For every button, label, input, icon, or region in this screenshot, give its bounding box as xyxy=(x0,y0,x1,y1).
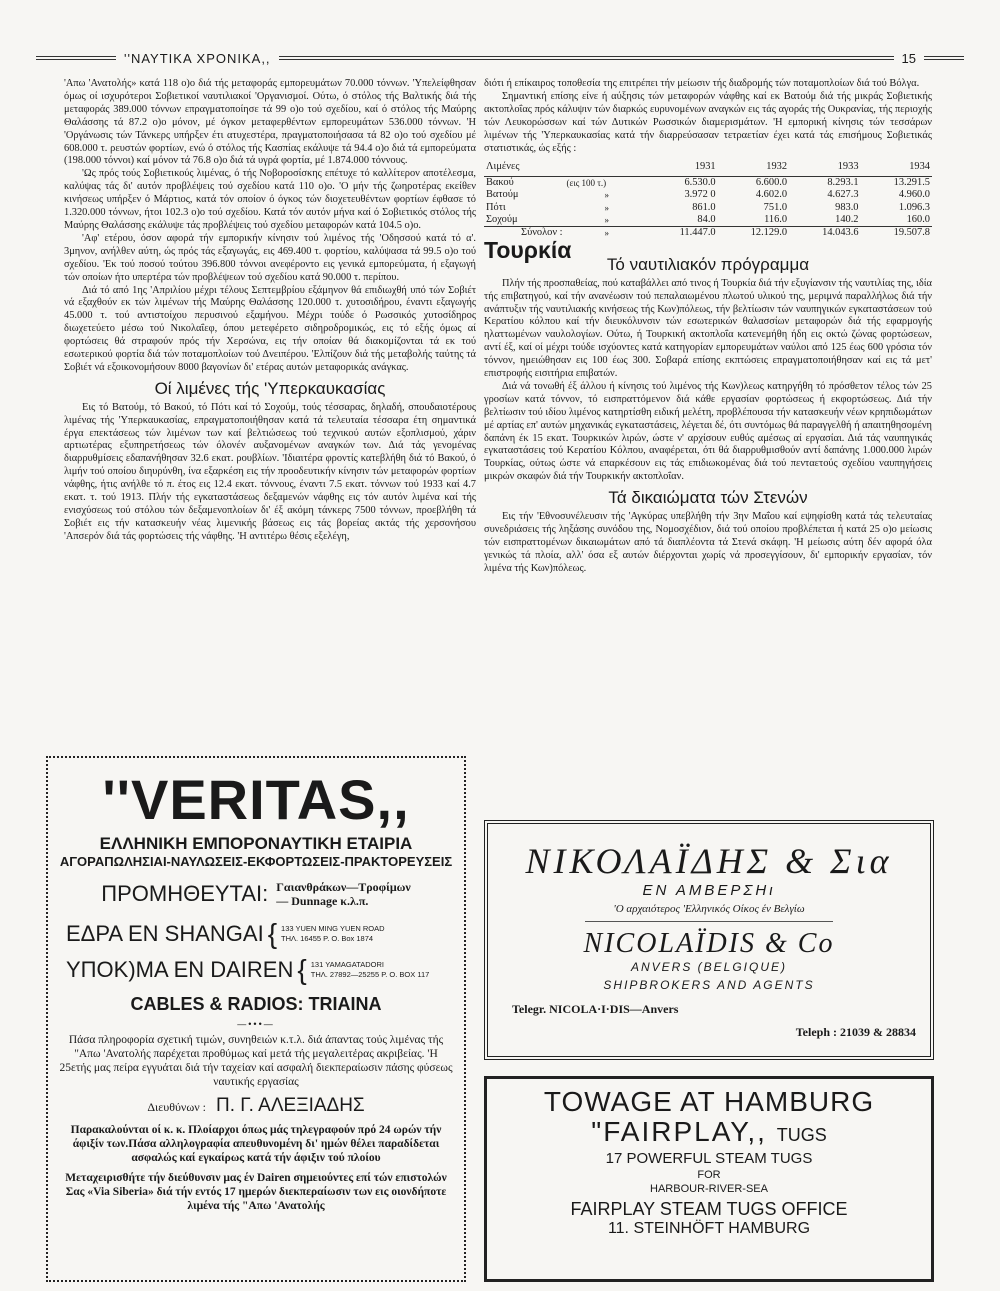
article-paragraph: διότι ή επίκαιρος τοποθεσία της επιτρέπει τήν μείωσιν τής διαδρομής τών ποταμοπλοίων διά τού Βόλγα. xyxy=(484,78,920,89)
nicolaidis-telegraph: Telegr. NICOLA·I·DIS—Anvers xyxy=(512,1002,679,1016)
veritas-cables: CABLES & RADIOS: TRIAINA xyxy=(130,994,382,1014)
nicolaidis-greek-location: ΕΝ ΑΜΒΕΡΣΗι xyxy=(642,882,776,899)
table-cell: 3.972 0 xyxy=(684,189,716,201)
header-rule-middle xyxy=(279,56,894,60)
header-rule-right xyxy=(924,56,964,60)
veritas-company: ΕΛΛΗΝΙΚΗ ΕΜΠΟΡΟΝΑΥΤΙΚΗ ΕΤΑΙΡΙΑ xyxy=(99,834,413,853)
table-cell: 12.129.0 xyxy=(718,227,789,240)
table-cell: 11.447.0 xyxy=(647,227,718,240)
table-cell: 116.0 xyxy=(764,214,788,226)
office-address xyxy=(281,924,385,944)
publication-title: ''ΝΑΥΤΙΚΑ ΧΡΟΝΙΚΑ,, xyxy=(124,50,271,66)
article-paragraph: Διά τό από 1ης 'Απριλίου μέχρι τέλους Σεπτεμβρίου εξάμηνον θά επιδιωχθή υπό τών Σοβιέτ νά εξαχθούν εκ τών λιμένων τής Μαύρης Θαλάσσης 120.000 τ. χυτοσιδήρου, έναντι εξαγωγής 45.000 τ. τού αντιστοίχου περυσινού εξαμήνου. Μέχρι τούδε ό Ρωσσικός χυτοσίδηρος διωχετεύετο μέσω τού Νικολαΐεφ, όπου μετεφέρετο σιδηροδρομικώς, εις τό εξής όμως αί φορτώσεις θά στραφούν πρός τήν Χερσώνα, εις τήν οποίαν θά διακομίζονται τά εκ τού εσωτερικού φορτία διά τών ποταμοπλοίων τού Δνειπέρου. 'Ελπίζουν διά τής μεταβολής ταύτης τά Σοβιέτ νά εξοικονομήσουν 8000 βαγονίων δι' ετέρας αυτών μεταφορικάς ανάγκας. xyxy=(64,284,476,373)
table-header-unit-spacer xyxy=(565,161,647,176)
brace-glyph: { xyxy=(297,954,307,985)
veritas-supply xyxy=(58,880,454,908)
table-row xyxy=(484,189,932,201)
ditto-mark: » xyxy=(565,227,647,240)
fairplay-line: 17 POWERFUL STEAM TUGS xyxy=(605,1150,813,1167)
nicolaidis-latin-description: SHIPBROKERS AND AGENTS xyxy=(603,978,815,992)
fairplay-tugs: TUGS xyxy=(776,1125,827,1145)
section-heading: Οί λιμένες τής 'Υπερκαυκασίας xyxy=(154,378,386,398)
table-cell: 983.0 xyxy=(835,201,859,213)
veritas-office-dairen xyxy=(58,954,454,986)
table-header-year: 1933 xyxy=(789,161,860,176)
veritas-director xyxy=(58,1095,454,1117)
table-cell: 6.530.0 xyxy=(684,176,716,188)
section-heading: Τά δικαιώματα τών Στενών xyxy=(608,488,808,508)
unit-label: (εις 100 τ.) xyxy=(566,177,607,188)
veritas-advertisement xyxy=(46,756,466,1282)
port-name: Βατούμ xyxy=(486,189,519,201)
table-header-year: 1932 xyxy=(718,161,789,176)
brace-glyph: { xyxy=(267,918,278,949)
table-cell: 14.043.6 xyxy=(789,227,860,240)
table-cell: 13.291.5 xyxy=(893,176,930,188)
separator: —•••— xyxy=(237,1019,275,1029)
header-rule-left xyxy=(36,56,116,60)
port-name: Βακού xyxy=(486,176,514,188)
fairplay-advertisement xyxy=(484,1076,934,1282)
table-cell: 751.0 xyxy=(763,201,788,213)
table-cell: 4.602.0 xyxy=(755,189,788,201)
table-cell: 160.0 xyxy=(906,214,930,226)
table-cell: 4.960.0 xyxy=(898,189,930,201)
article-paragraph: 'Αφ' ετέρου, όσον αφορά τήν εμπορικήν κίνησιν τού λιμένος τής 'Οδησσού κατά τό α'. 3μηνον, ανήλθεν αύτη, ώς πρός τάς εξαγωγάς, εις 469.400 τ. φορτίου, καλύψασα τά 99.5 ο)ο τού σχεδίου. 'Εκ τού ποσού τούτου 396.800 τόννοι ανεφέροντο εις γενικά εμπορεύματα, ή εξαγωγή τών οποίων ήτο υπερτέρα τών προβλέψεων τού σχεδίου κατά 90.000 τ. περίπου. xyxy=(64,232,476,283)
director-name: Π. Γ. ΑΛΕΞΙΑΔΗΣ xyxy=(216,1095,365,1116)
table-cell: 1.096.3 xyxy=(898,201,930,213)
port-traffic-table xyxy=(484,161,932,239)
fairplay-line: HARBOUR-RIVER-SEA xyxy=(650,1183,768,1195)
section-heading: Τό ναυτιλιακόν πρόγραμμα xyxy=(606,254,810,274)
ditto-mark: » xyxy=(604,202,610,213)
nicolaidis-greek-description: 'Ο αρχαιότερος 'Ελληνικός Οίκος έν Βελγίω xyxy=(613,903,805,915)
address-line: 131 YAMAGATADORI xyxy=(310,960,384,969)
table-header-row xyxy=(484,161,932,176)
table-header-year: 1931 xyxy=(647,161,718,176)
veritas-brand: ''VERITAS,, xyxy=(102,768,410,831)
table-cell: 4.627.3 xyxy=(827,189,859,201)
article-paragraph: Διά νά τονωθή έξ άλλου ή κίνησις τού λιμένος τής Κων)λεως κατηργήθη τό πρόσθετον τέλος τών 25 γροσίων κατά τόννον, τό εισπραττόμενον διά κάθε εργασίαν φορτώσεως ή εκφορτώσεως. Διά τήν βελτίωσιν τού ιδίου λιμένος κατηρτίσθη ειδική μελέτη, προβλέπουσα τήν κατασκευήν νέων κρηπιδωμάτων μέ αρτίας επ' αυτών μηχανικάς εγκαταστάσεις, λέγεται δέ, ότι συντόμως θά παραγγελθή ή απαιτηθησομένη δαπάνη έκ 15 εκατ. Τουρκικών λιρών, ώστε ν' αρχίσουν ευθύς αμέσως αί εργασίαι. Διά τάς ναυπηγικάς εγκαταστάσεις τού Κερατίου Κόλπου, αναφέρεται, ότι θά διαρρυθμισθούν αντί δαπάνης 1.000.000 λιρών Τουρκίας, ούτως ώστε νά επαρκέσουν εις τάς επιδιωκομένας διά τού πενταετούς σχεδίου ναυπηγήσεις μικρών σκαφών διά τήν Τουρκικήν ακτοπλοΐαν. xyxy=(484,380,932,483)
fairplay-line: 11. STEINHÖFT HAMBURG xyxy=(607,1220,811,1237)
fairplay-line: TOWAGE AT HAMBURG xyxy=(543,1086,875,1117)
supply-item: — Dunnage κ.λ.π. xyxy=(276,894,369,908)
divider xyxy=(585,921,833,922)
table-cell: 19.507.8 xyxy=(861,227,932,240)
table-header-ports: Λιμένες xyxy=(484,161,565,176)
veritas-office-shanghai xyxy=(58,918,454,950)
table-cell: 861.0 xyxy=(692,201,716,213)
office-name: ΕΔΡΑ EN SHANGAI xyxy=(66,921,264,946)
table-row xyxy=(484,214,932,227)
supply-item: Γαιανθράκων—Τροφίμων xyxy=(276,880,411,894)
table-cell: 6.600.0 xyxy=(755,176,788,188)
page-number: 15 xyxy=(901,50,916,66)
nicolaidis-greek-name: ΝΙΚΟΛΑΪΔΗΣ & Σια xyxy=(525,841,893,881)
director-label: Διευθύνων : xyxy=(147,1100,207,1114)
nicolaidis-telephone: Teleph : 21039 & 28834 xyxy=(795,1025,916,1039)
total-label: Σύνολον : xyxy=(484,227,565,240)
address-line: ΤΗΛ. 16455 P. O. Box 1874 xyxy=(281,934,374,943)
nicolaidis-latin-name: NICOLAÏDIS & Co xyxy=(583,928,835,959)
address-line: ΤΗΛ. 27892—25255 P. O. BOX 117 xyxy=(310,970,430,979)
ditto-mark: » xyxy=(604,190,610,201)
left-column xyxy=(64,78,476,544)
article-paragraph: Πλήν τής προσπαθείας, πού καταβάλλει από τινος ή Τουρκία διά τήν εξυγίανσιν τής ναυτιλίας της, ιδία τής επιβατηγού, καί τήν ανανέωσιν τού πεπαλαιωμένου πλωτού υλικού της, μεριμνά παραλλήλως διά τήν ανάπτυξιν τής ναυτιλιακής κινήσεως τής Κων)πόλεως, τήν βελτίωσιν τών ναυπηγικών εγκαταστάσεων τού Κερατίου κόλπου καί τήν διευκόλυνσιν τών εσωτερικών θαλασσίων μεταφορών διά τής εφαρμογής ηλαττωμένων ναυλολογίων. Ούτω, ή Τουρκική ακτοπλοΐα κατενεμήθη ήδη εις οκτώ ζώνας φορτώσεων, αντί έξ, καί οί μέχρι τούδε ισχύοντες κατά κατηγορίαν εμπορευμάτων ναύλοι από 125 έως 600 γρόσια τόν τόννον, ημειώθησαν εις 100 έως 300. Σοβαρά επίσης εκπτώσεις επραγματοποιήθησαν καί εις τά μετ' επιστροφής εισιτήρια επιβατών. xyxy=(484,277,932,380)
table-header-year: 1934 xyxy=(861,161,932,176)
veritas-body: Μεταχειρισθήτε τήν διεύθυνσιν μας έν Dairen σημειούντες επί τών επιστολών Σας «Via Siberia» διά τήν εντός 17 ημερών διεκπεραίωσιν των εις οιονδήποτε λιμένα τής "Απω 'Ανατολής xyxy=(65,1172,447,1212)
table-row xyxy=(484,202,932,214)
article-paragraph: Εις τήν 'Εθνοσυνέλευσιν τής 'Αγκύρας υπεβλήθη τήν 3ην Μαΐου καί εψηφίσθη κατά τάς τελευταίας συνεδριάσεις τής ληξάσης συνόδου της, Νομοσχέδιον, διά τού οποίου προβλέπεται ή κατά 25 ο)ο μείωσις τών εισπραττομένων δικαιωμάτων από τά διαπλέοντα τά Στενά σκάφη. 'Η μείωσις αύτη δέν αφορά όλα γενικώς τά πλοία, αλλ' όσα εξ αυτών διέρχονται χωρίς νά προσεγγίσουν, δι' εμπορικήν εργασίαν, τόν λιμένα τής Κων)πόλεως. xyxy=(484,511,932,574)
office-address xyxy=(311,960,430,980)
nicolaidis-latin-location: ANVERS (BELGIQUE) xyxy=(630,960,788,974)
fairplay-line: FOR xyxy=(697,1169,721,1181)
fairplay-line: FAIRPLAY STEAM TUGS OFFICE xyxy=(570,1199,848,1219)
supply-items xyxy=(276,880,411,908)
country-heading: Τουρκία xyxy=(484,236,572,263)
ditto-mark: » xyxy=(604,215,610,226)
article-paragraph: 'Απω 'Ανατολής» κατά 118 ο)ο διά τής μεταφοράς εμπορευμάτων 70.000 τόννων. 'Υπελείφθησαν όμως οί ισχυρότεροι Σοβιετικοί ναυτιλιακοί 'Οργανισμοί. Ούτω, ό στόλος τής Βαλτικής διά τής μεταφοράς 389.000 τόννων επραγματοποίησε τά 99 ο)ο τού σχεδίου, καί ό στόλος τής Μαύρης Θαλάσσης τά 87.2 ο)ο μόνον, μέ όγκον μεταφερθέντων εμπορευμάτων 536.000 τόννων. 'Η 'Οργάνωσις τών Τάνκερς υπήρξεν έτι ατυχεστέρα, πραγματοποιήσασα τά 82 ο)ο τού σχεδίου μέ 608.000 τ. ρευστών φορτίων, ενώ ό στόλος τής Κασπίας εκάλυψε τά 94.4 ο)ο διά τά εμπορεύματα (198.000 τόννοι) καί μόνον τά 76.8 ο)ο διά τά υγρά φορτία, μέ 1.874.000 τόννους. xyxy=(64,78,476,167)
table-cell: 8.293.1 xyxy=(827,176,859,188)
fairplay-name-line xyxy=(497,1117,921,1150)
veritas-services: ΑΓΟΡΑΠΩΛΗΣΙΑΙ-ΝΑΥΛΩΣΕΙΣ-ΕΚΦΟΡΤΩΣΕΙΣ-ΠΡΑΚΤΟΡΕΥΣΕΙΣ xyxy=(59,854,453,869)
right-column xyxy=(484,78,932,576)
office-name: ΥΠΟΚ)ΜΑ EN DAIREN xyxy=(66,957,294,982)
supply-label: ΠΡΟΜΗΘΕΥΤΑΙ: xyxy=(101,881,269,906)
page-header xyxy=(36,48,964,68)
article-paragraph: Εις τό Βατούμ, τό Βακού, τό Πότι καί τό Σοχούμ, τούς τέσσαρας, δηλαδή, σπουδαιοτέρους λιμένας τής 'Υπερκαυκασίας, επραγματοποιήθησαν κατά τά τελευταία τέσσαρα έτη σημαντικά έργα επεκτάσεως τών λιμένων των καί βελτιώσεως τού τεχνικού αυτών εξοπλισμού, χάριν αρτιωτέρας εξυπηρετήσεως τών όλονέν αυξανομένων αναγκών των. Διά τάς γενομένας διαρρυθμίσεις εδαπανήθησαν 32.6 εκατ. ρουβλίων. 'Ιδιαιτέρα φροντίς κατεβλήθη διά τό Βακού, ό λιμήν τού οποίου διηυρύνθη, ίνα εξαρκέση εις τήν προοδευτικήν κίνησιν τών μεταφορών φορτίων νάφθης, ήτις ανήλθε τό π. έτος εις 12.4 εκατ. τόννους, έναντι 7.5 εκατ. τόννων τού 1933 καί 4.7 εκατ. τ. τού 1913. Πλήν τής εγκαταστάσεως δεξαμενών νάφθης εις τόν αυτόν λιμένα καί τής ενισχύσεως τού στόλου τών δεξαμενοπλοίων δι' έξ ακόμη τάνκερς 7500 τόννων, προεβλήθη τά Σοβιέτ εις τήν κατασκευήν νέας λιμενικής βάσεως εις τάς βορείας ακτάς τής χερσονήσου 'Απσερόν διά τάς φορτώσεις τής νάφθης. 'Η αντιτέρω θέσις εξελέγη, xyxy=(64,401,476,542)
article-paragraph: Σημαντική επίσης είνε ή αύξησις τών μεταφορών νάφθης καί εκ Βατούμ διά τής μικράς Σοβιετικής ακτοπλοΐας πρός κάλυψιν τών διαρκώς ευρυνομένων αναγκών εις τάς αγοράς τής Ουκρανίας, τής περιοχής τών Λευκορώσσων καί τών Δυτικών Ρωσσικών διαμερισμάτων. 'Η εμπορική κίνησις τών τεσσάρων λιμένων τής 'Υπερκαυκασίας κατά τήν διαρρεύσασαν τετραετίαν έχει κατά τάς επισήμους Σοβιετικάς στατιστικάς, ώς εξής : xyxy=(484,90,932,154)
table-cell: 140.2 xyxy=(835,214,859,226)
veritas-body: Παρακαλούνται οί κ. κ. Πλοίαρχοι όπως μάς τηλεγραφούν πρό 24 ωρών τήν άφιξίν των.Πάσα αλληλογραφία απευθυνομένη δι' ημών θέλει παραδίδεται ασφαλώς καί εγκαίρως κατά τήν άφιξιν τού πλοίου xyxy=(70,1124,442,1164)
veritas-body: Πάσα πληροφορία σχετική τιμών, συνηθειών κ.τ.λ. διά άπαντας τούς λιμένας τής "Απω 'Ανατολής παρέχεται προθύμως καί μετά τής μεγαλειτέρας ακριβείας. 'Η 25ετής μας πείρα εγγυάται διά τήν ταχείαν καί ασφαλή διεκπεραίωσιν πάσης φύσεως ναυτικής εργασίας xyxy=(59,1034,453,1088)
table-row xyxy=(484,176,932,189)
nicolaidis-advertisement xyxy=(484,820,934,1060)
address-line: 133 YUEN MING YUEN ROAD xyxy=(281,924,385,933)
article-paragraph: 'Ως πρός τούς Σοβιετικούς λιμένας, ό τής Νοβοροσίσκης επέτυχε τό καλλίτερον αποτέλεσμα, καλύψας τάς δι' αυτόν προβλέψεις τού σχεδίου κατά 110 ο)ο. 'Ο μήν τής ζωηροτέρας εκείθεν κινήσεως υπήρξεν ό Μάρτιος, κατά τόν οποίον ό όγκος τών διοχετευθέντων φορτίων έφθασε τό 1.320.000 τόννων, ήτοι 102.3 ο)ο τού σχεδίου. Κατά τόν αυτόν μήνα καί ό Σοβιετικός στόλος τής Μαύρης Θαλάσσης εκάλυψε τάς προβλέψεις τού σχεδίου μεταφορών κατά 104.5 ο)ο. xyxy=(64,168,476,231)
table-cell: 84.0 xyxy=(697,214,716,226)
port-name: Πότι xyxy=(486,201,506,213)
fairplay-name: "FAIRPLAY,, xyxy=(591,1116,767,1147)
port-name: Σοχούμ xyxy=(486,214,518,226)
